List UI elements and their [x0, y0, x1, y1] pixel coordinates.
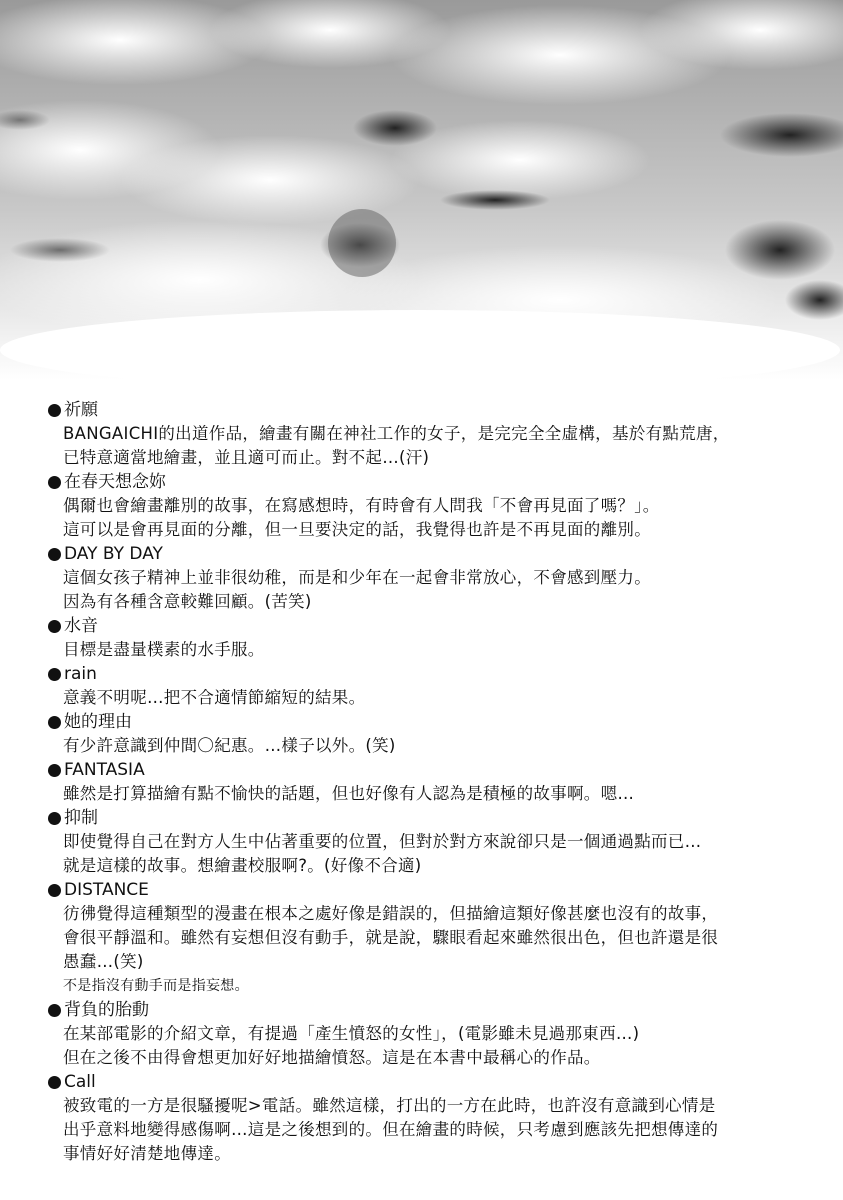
note-entry	[48, 614, 818, 662]
bullet-dot-icon	[48, 476, 61, 489]
entry-title-text: rain	[64, 664, 97, 684]
entry-body	[63, 566, 818, 614]
note-entry	[48, 662, 818, 710]
entry-title	[48, 998, 818, 1022]
note-entry	[48, 710, 818, 758]
entry-body	[63, 494, 818, 542]
entry-title	[48, 806, 818, 830]
entry-body	[63, 734, 818, 758]
entry-line: 即使覺得自己在對方人生中佔著重要的位置，但對於對方來說卻只是一個通過點而已…	[63, 832, 702, 851]
entry-title	[48, 614, 818, 638]
entry-body	[63, 638, 818, 662]
bullet-dot-icon	[48, 620, 61, 633]
bullet-dot-icon	[48, 404, 61, 417]
note-entry	[48, 398, 818, 470]
entry-title	[48, 662, 818, 686]
entry-line: 在某部電影的介紹文章，有提過「產生憤怒的女性」，(電影雖未見過那東西…)	[63, 1024, 640, 1043]
entry-line: 因為有各種含意較難回顧。(苦笑)	[63, 592, 312, 611]
note-entry	[48, 470, 818, 542]
bullet-dot-icon	[48, 764, 61, 777]
entry-line: 目標是盡量樸素的水手服。	[63, 640, 265, 659]
entry-title-text: FANTASIA	[64, 760, 145, 780]
entry-line: 被致電的一方是很騷擾呢>電話。雖然這樣，打出的一方在此時，也許沒有意識到心情是	[63, 1096, 716, 1115]
entry-title-text: DISTANCE	[64, 880, 149, 900]
entry-title	[48, 542, 818, 566]
entry-body	[63, 1094, 818, 1166]
entry-title	[48, 710, 818, 734]
entry-line: 出乎意料地變得感傷啊…這是之後想到的。但在繪畫的時候，只考慮到應該先把想傳達的	[63, 1120, 719, 1139]
entry-line: 偶爾也會繪畫離別的故事，在寫感想時，有時會有人問我「不會再見面了嗎？」。	[63, 496, 660, 515]
entry-title	[48, 1070, 818, 1094]
entry-footnote: 不是指沒有動手而是指妄想。	[63, 978, 249, 994]
entry-line: 這可以是會再見面的分離，但一旦要決定的話，我覺得也許是不再見面的離別。	[63, 520, 651, 539]
bullet-dot-icon	[48, 1076, 61, 1089]
note-entry	[48, 806, 818, 878]
bullet-dot-icon	[48, 548, 61, 561]
entry-title	[48, 758, 818, 782]
entry-line: 有少許意識到仲間〇紀惠。…樣子以外。(笑)	[63, 736, 396, 755]
entry-body	[63, 686, 818, 710]
entry-line: 事情好好清楚地傳達。	[63, 1144, 231, 1163]
entry-body	[63, 830, 818, 878]
entry-body	[63, 1022, 818, 1070]
entry-body	[63, 902, 818, 998]
entry-line: 雖然是打算描繪有點不愉快的話題，但也好像有人認為是積極的故事啊。嗯…	[63, 784, 635, 803]
entry-title-text: 抑制	[64, 808, 98, 828]
entry-body	[63, 782, 818, 806]
note-entry	[48, 758, 818, 806]
entry-title-text: DAY BY DAY	[64, 544, 163, 564]
bullet-dot-icon	[48, 716, 61, 729]
entry-title	[48, 398, 818, 422]
bullet-dot-icon	[48, 1004, 61, 1017]
entry-title-text: Call	[64, 1072, 96, 1092]
entry-line: 但在之後不由得會想更加好好地描繪憤怒。這是在本書中最稱心的作品。	[63, 1048, 601, 1067]
sky-illustration	[0, 0, 843, 380]
entry-line: 意義不明呢…把不合適情節縮短的結果。	[63, 688, 366, 707]
entry-line: 已特意適當地繪畫，並且適可而止。對不起…(汗)	[63, 448, 430, 467]
entry-line: BANGAICHI的出道作品，繪畫有關在神社工作的女子，是完完全全虛構，基於有點荒唐，	[63, 424, 730, 443]
note-entry	[48, 998, 818, 1070]
entry-title-text: 背負的胎動	[64, 1000, 149, 1020]
entry-title-text: 水音	[64, 616, 98, 636]
note-entry	[48, 542, 818, 614]
entry-line: 會很平靜溫和。雖然有妄想但沒有動手，就是說，驟眼看起來雖然很出色，但也許還是很	[63, 928, 719, 947]
entry-line: 愚蠢…(笑)	[63, 952, 144, 971]
entry-line: 彷彿覺得這種類型的漫畫在根本之處好像是錯誤的，但描繪這類好像甚麼也沒有的故事，	[63, 904, 719, 923]
entry-title-text: 祈願	[64, 400, 98, 420]
entry-title-text: 她的理由	[64, 712, 132, 732]
note-entry	[48, 1070, 818, 1166]
cloud-scene-image	[0, 0, 843, 380]
bullet-dot-icon	[48, 884, 61, 897]
entry-title	[48, 470, 818, 494]
bullet-dot-icon	[48, 812, 61, 825]
entry-title	[48, 878, 818, 902]
entry-line: 就是這樣的故事。想繪畫校服啊?。(好像不合適)	[63, 856, 422, 875]
bullet-dot-icon	[48, 668, 61, 681]
afterword-notes	[48, 398, 818, 1166]
entry-title-text: 在春天想念妳	[64, 472, 166, 492]
entry-body	[63, 422, 818, 470]
entry-line: 這個女孩子精神上並非很幼稚，而是和少年在一起會非常放心，不會感到壓力。	[63, 568, 651, 587]
note-entry	[48, 878, 818, 998]
